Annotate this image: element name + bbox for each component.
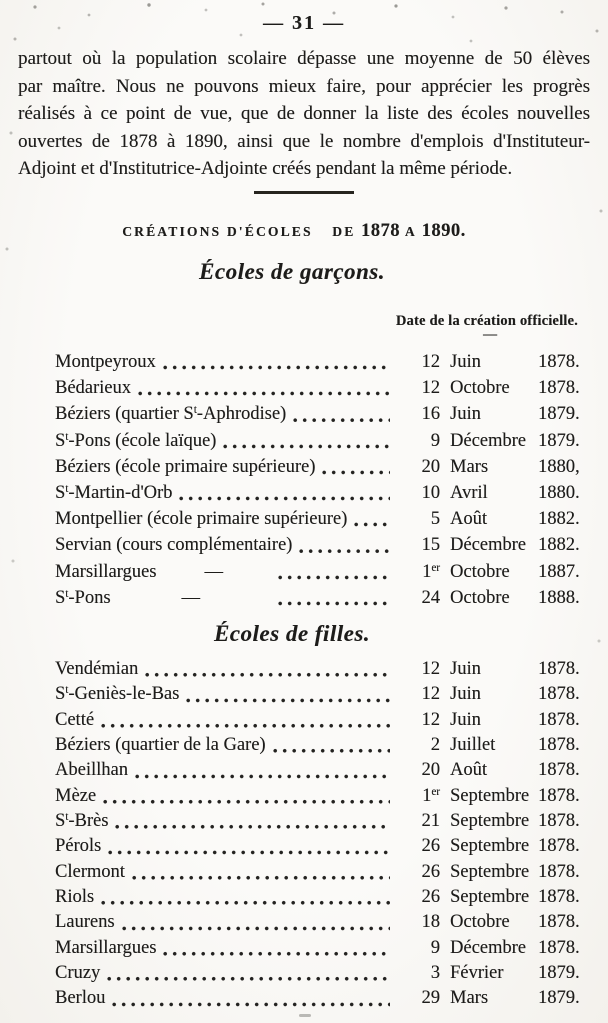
creation-day: 24 <box>421 587 440 608</box>
creation-year: 1878. <box>538 937 580 958</box>
creation-day: 26 <box>421 861 440 882</box>
table-row <box>55 401 600 427</box>
creation-year: 1887. <box>538 561 580 582</box>
school-name: Montpeyroux <box>55 352 156 372</box>
page-number: — 31 — <box>263 12 345 34</box>
leader-dots <box>293 401 390 427</box>
creation-year: 1879. <box>538 988 580 1009</box>
ditto-dash: — <box>204 561 223 582</box>
girls-school-table <box>55 657 600 1012</box>
creation-month: Octobre <box>450 587 510 608</box>
school-name: Laurens <box>55 912 115 933</box>
table-row <box>55 506 600 532</box>
creation-day: 26 <box>421 836 440 857</box>
table-row <box>55 375 600 401</box>
creation-month: Octobre <box>450 561 510 582</box>
scan-smudge <box>299 1014 311 1017</box>
creation-year: 1878. <box>538 887 580 908</box>
creation-year: 1878. <box>538 836 580 857</box>
creation-year: 1880, <box>538 456 580 477</box>
school-name: Abeillhan <box>55 760 128 781</box>
school-name: Berlou <box>55 988 106 1009</box>
school-name: Mèze <box>55 785 97 806</box>
school-name: $S^t$-Pons <box>55 587 111 608</box>
school-name: Montpellier (école primaire supérieure) <box>55 509 348 530</box>
creation-day: 9 <box>430 430 440 451</box>
creation-month: Octobre <box>450 378 510 399</box>
creation-month: Juillet <box>450 735 496 756</box>
school-name: $S^t$-Brès <box>55 810 109 832</box>
school-name: Marsillargues <box>55 561 157 582</box>
table-row <box>55 532 600 558</box>
creation-day: 12 <box>421 659 440 679</box>
section-title-caps: CRÉATIONS D'ÉCOLES <box>122 224 313 239</box>
creation-month: Octobre <box>450 912 510 933</box>
section-title-connector: DE <box>332 224 356 239</box>
creation-day: 2 <box>430 735 440 756</box>
leader-dots <box>101 708 390 733</box>
creation-month: Avril <box>450 482 488 503</box>
leader-dots <box>107 961 390 986</box>
date-note-dash: — <box>483 327 497 342</box>
leader-dots <box>186 682 390 707</box>
creation-day: 12 <box>421 378 440 399</box>
creation-year: 1882. <box>538 509 580 530</box>
creation-year: 1878. <box>538 352 580 372</box>
table-row <box>55 733 600 758</box>
creation-month: Juin <box>450 659 481 679</box>
creation-month: Septembre <box>450 785 530 806</box>
leader-dots <box>132 860 390 885</box>
section-divider-rule <box>254 191 354 194</box>
school-name: Marsillargues <box>55 937 157 958</box>
school-name: Vendémian <box>55 659 139 679</box>
creation-day: 1er <box>422 785 440 806</box>
leader-dots <box>273 733 390 758</box>
leader-dots <box>138 375 390 401</box>
creation-year: 1878. <box>538 659 580 679</box>
table-row <box>55 454 600 480</box>
table-row <box>55 657 600 682</box>
school-name: Bédarieux <box>55 378 132 399</box>
school-name: Clermont <box>55 861 125 882</box>
leader-dots <box>278 585 390 611</box>
creation-year: 1878. <box>538 912 580 933</box>
creation-month: Septembre <box>450 811 530 832</box>
school-name: Béziers (quartier de la Gare) <box>55 735 266 756</box>
creation-day: 21 <box>421 811 440 832</box>
leader-dots <box>103 784 390 809</box>
section-title-to-year: 1890. <box>421 221 466 241</box>
section-title <box>0 221 598 242</box>
boys-list-heading: Écoles de garçons. <box>199 259 385 284</box>
creation-year: 1878. <box>538 811 580 832</box>
table-row <box>55 936 600 961</box>
table-row <box>55 961 600 986</box>
table-row <box>55 349 600 375</box>
creation-month: Septembre <box>450 836 530 857</box>
school-name: $S^t-Martin-d'Orb$ <box>55 482 173 503</box>
creation-year: 1879. <box>538 963 580 984</box>
leader-dots <box>122 910 390 935</box>
intro-paragraph <box>18 45 590 183</box>
creation-month: Décembre <box>450 937 527 958</box>
creation-day: 1er <box>422 561 440 582</box>
leader-dots <box>115 809 390 834</box>
table-row <box>55 585 600 611</box>
school-name: $S^t-Geniès-le$-Bas <box>55 684 180 705</box>
school-name: Cetté <box>55 709 95 730</box>
creation-day: 16 <box>421 404 440 425</box>
creation-year: 1878. <box>538 709 580 730</box>
creation-month: Juin <box>450 709 481 730</box>
school-name: Cruzy <box>55 963 101 984</box>
leader-dots <box>179 480 390 506</box>
creation-day: 18 <box>421 912 440 933</box>
section-title-to-word: A <box>404 224 417 239</box>
school-name: Béziers (école primaire supérieure) <box>55 456 316 477</box>
school-name: Riols <box>55 887 95 908</box>
creation-year: 1882. <box>538 535 580 556</box>
creation-year: 1878. <box>538 378 580 399</box>
table-row <box>55 480 600 506</box>
leader-dots <box>163 349 390 375</box>
leader-dots <box>278 559 390 585</box>
leader-dots <box>223 428 390 454</box>
table-row <box>55 784 600 809</box>
creation-day: 10 <box>421 482 440 503</box>
table-row <box>55 834 600 859</box>
leader-dots <box>322 454 390 480</box>
creation-day: 20 <box>421 760 440 781</box>
creation-month: Décembre <box>450 535 527 556</box>
intro-line: ouvertes de 1878 à 1890, ainsi que le nombre d'emplois d'Instituteur- <box>18 130 590 152</box>
intro-line: Adjoint et d'Institutrice-Adjointe créés pendant la même période. <box>18 158 513 180</box>
creation-year: 1878. <box>538 735 580 756</box>
table-row <box>55 809 600 834</box>
creation-month: Septembre <box>450 861 530 882</box>
creation-month: Août <box>450 509 487 530</box>
creation-year: 1878. <box>538 760 580 781</box>
creation-month: Février <box>450 963 504 984</box>
creation-day: 12 <box>421 684 440 705</box>
leader-dots <box>163 936 390 961</box>
creation-year: 1879. <box>538 404 580 425</box>
table-row <box>55 986 600 1011</box>
ditto-dash: — <box>181 587 201 608</box>
intro-line: partout où la population scolaire dépasse une moyenne de 50 élèves <box>18 48 590 69</box>
date-column-note: Date de la création officielle. <box>395 313 578 329</box>
creation-year: 1888. <box>538 587 580 608</box>
creation-day: 15 <box>421 535 440 556</box>
school-name: Béziers (quartier $S^t-Aphrodise$) <box>55 404 287 425</box>
creation-day: 26 <box>421 887 440 908</box>
table-row <box>55 428 600 454</box>
creation-day: 5 <box>430 509 440 530</box>
table-row <box>55 860 600 885</box>
creation-day: 3 <box>430 963 440 984</box>
table-row <box>55 559 600 585</box>
creation-month: Mars <box>450 456 489 477</box>
creation-month: Juin <box>450 352 481 372</box>
creation-day: 12 <box>421 709 440 730</box>
table-row <box>55 758 600 783</box>
school-name: $S^t$-Pons (école laïque) <box>55 430 217 451</box>
table-row <box>55 708 600 733</box>
table-row <box>55 885 600 910</box>
leader-dots <box>299 532 390 558</box>
section-title-from-year: 1878 <box>361 221 401 241</box>
leader-dots <box>145 657 390 682</box>
leader-dots <box>135 758 390 783</box>
creation-month: Décembre <box>450 430 527 451</box>
girls-list-heading: Écoles de filles. <box>213 621 371 646</box>
school-name: Servian (cours complémentaire) <box>55 535 293 556</box>
creation-year: 1879. <box>538 430 580 451</box>
creation-month: Juin <box>450 404 481 425</box>
creation-year: 1878. <box>538 785 580 806</box>
leader-dots <box>108 834 390 859</box>
creation-month: Septembre <box>450 887 530 908</box>
leader-dots <box>112 986 390 1011</box>
intro-line: réalisés à ce point de vue, que de donner la liste des écoles nouvelles <box>18 103 590 125</box>
leader-dots <box>101 885 390 910</box>
school-name: Pérols <box>55 836 102 857</box>
creation-month: Juin <box>450 684 481 705</box>
boys-school-table <box>55 349 600 611</box>
creation-year: 1878. <box>538 684 580 705</box>
creation-month: Août <box>450 760 487 781</box>
scan-noise-speckles <box>0 0 2 2</box>
intro-line: par maître. Nous ne pouvons mieux faire, pour apprécier les progrès <box>18 75 590 97</box>
creation-day: 29 <box>421 988 440 1009</box>
table-row <box>55 682 600 707</box>
creation-day: 20 <box>421 456 440 477</box>
creation-year: 1880. <box>538 482 580 503</box>
creation-month: Mars <box>450 988 489 1009</box>
creation-day: 12 <box>421 352 440 372</box>
creation-year: 1878. <box>538 861 580 882</box>
leader-dots <box>354 506 390 532</box>
creation-day: 9 <box>430 937 440 958</box>
table-row <box>55 910 600 935</box>
